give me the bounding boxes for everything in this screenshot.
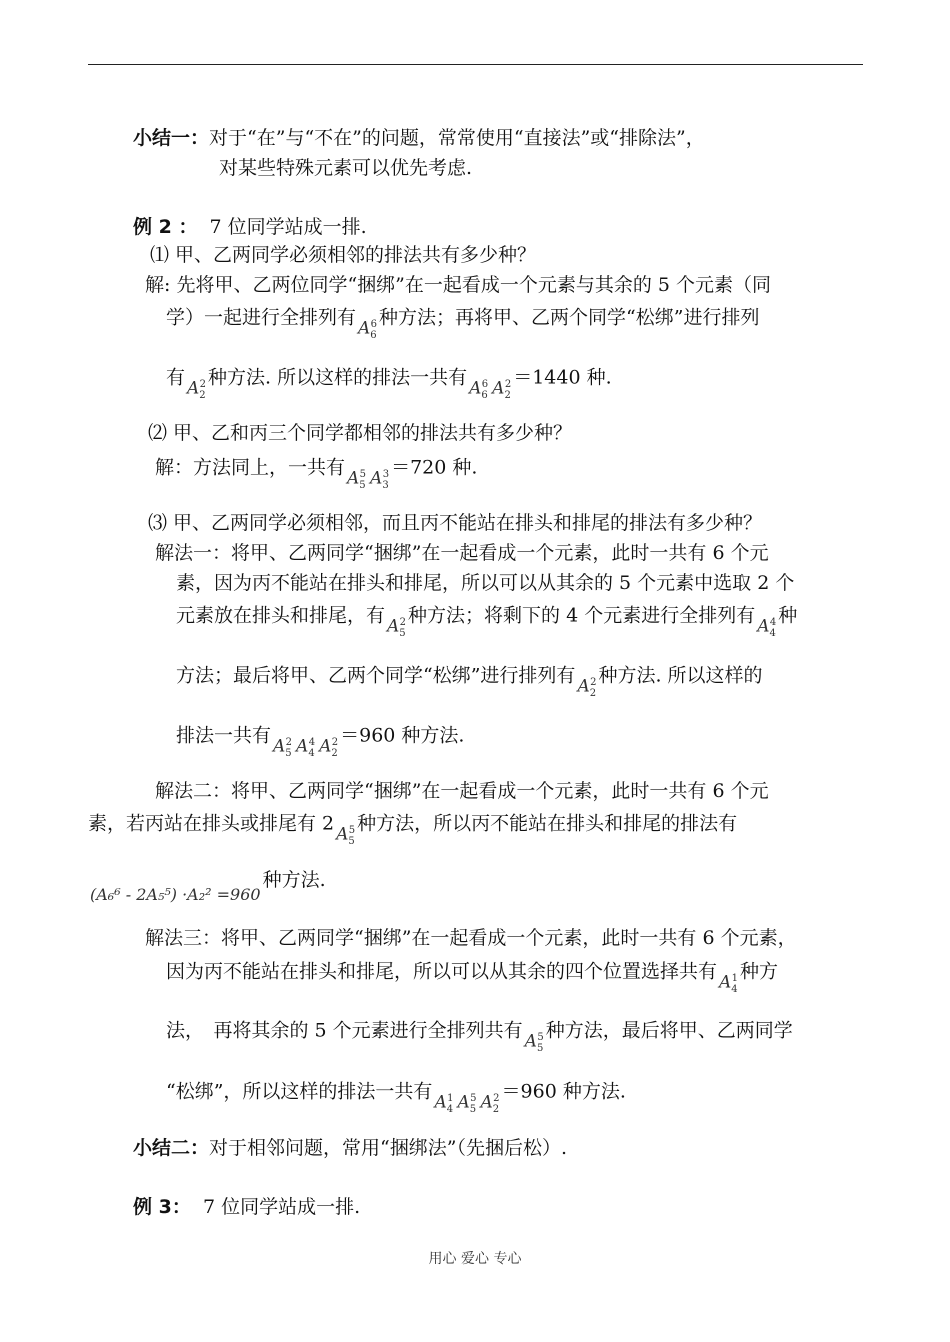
ex2-question3: ⑶ 甲、乙两同学必须相邻，而且丙不能站在排头和排尾的排法有多少种？ [148, 512, 763, 534]
ex3-label: 例 3： [133, 1196, 191, 1218]
method3-line4: “松绑”，所以这样的排法一共有 $A_4^1$ $A_5^5$ $A_2^2 =960$ 种方法. [166, 1077, 626, 1112]
perm-a66: $A_6^6$ [358, 318, 378, 342]
method3-line3: 法， 再将其余的 5 个元素进行全排列共有 $A_5^5$ 种方法，最后将甲、乙两同学 [166, 1016, 793, 1051]
perm-a22: $A_2^2$ [492, 378, 512, 402]
ex2-question2: ⑵ 甲、乙和丙三个同学都相邻的排法共有多少种？ [148, 422, 573, 444]
summary2-label: 小结二： [133, 1137, 210, 1159]
perm-a22: $A_2^2$ [319, 736, 339, 760]
summary2 [133, 1136, 567, 1160]
perm-a22: $A_2^2$ [187, 378, 207, 402]
ex2-heading [133, 215, 367, 239]
summary1-label: 小结一： [133, 127, 210, 149]
perm-a52: $A_5^2$ [273, 736, 293, 760]
perm-a52: $A_5^2$ [387, 616, 407, 640]
method3-line1: 解法三：将甲、乙两同学“捆绑”在一起看成一个元素，此时一共有 6 个元素， [145, 927, 797, 949]
ex2-solution1-line3: 有 $A_2^2$ 种方法. 所以这样的排法一共有 $A_6^6$ $A_2^2 =1440$ 种. [166, 363, 612, 398]
summary1-line1 [133, 126, 705, 150]
summary2-text: 对于相邻问题，常用“捆绑法”（先捆后松）. [209, 1137, 567, 1159]
perm-a44: $A_4^4$ [296, 736, 316, 760]
page-footer: 用心 爱心 专心 [428, 1251, 522, 1267]
ex2-intro: 7 位同学站成一排. [209, 216, 367, 238]
perm-a44: $A_4^4$ [757, 616, 777, 640]
ex3-heading [133, 1195, 360, 1219]
perm-a66: $A_6^6$ [469, 378, 489, 402]
ex3-intro: 7 位同学站成一排. [202, 1196, 361, 1218]
method1-line2: 素，因为丙不能站在排头和排尾，所以可以从其余的 5 个元素中选取 2 个 [176, 572, 795, 594]
method1-line4: 方法；最后将甲、乙两个同学“松绑”进行排列有 $A_2^2$ 种方法. 所以这样的 [176, 661, 763, 696]
method1-line3: 元素放在排头和排尾，有 $A_5^2$ 种方法；将剩下的 4 个元素进行全排列有 $A_4^4$ 种 [176, 601, 797, 636]
method1-line5: 排法一共有 $A_5^2$ $A_4^4$ $A_2^2 =960$ 种方法. [176, 721, 464, 756]
perm-a55: $A_5^5$ [457, 1092, 477, 1116]
summary1-text1: 对于“在”与“不在”的问题，常常使用“直接法”或“排除法”， [209, 127, 705, 149]
ex2-solution1-line1: 解: 先将甲、乙两位同学“捆绑”在一起看成一个元素与其余的 5 个元素（同 [145, 274, 772, 296]
ex2-question1: ⑴ 甲、乙两同学必须相邻的排法共有多少种？ [150, 244, 537, 266]
method3-line2: 因为丙不能站在排头和排尾，所以可以从其余的四个位置选择共有 $A_4^1$ 种方 [166, 957, 778, 992]
perm-a41: $A_4^1$ [719, 972, 739, 996]
method2-formula: (A₆⁶ - 2A₅⁵) ·A₂² =960 [90, 885, 261, 904]
method2-line1: 解法二：将甲、乙两同学“捆绑”在一起看成一个元素，此时一共有 6 个元 [155, 780, 769, 802]
ex2-solution1-line2: 学）一起进行全排列有 $A_6^6$ 种方法；再将甲、乙两个同学“松绑”进行排列 [166, 303, 759, 338]
method2-line2: 素，若丙站在排头或排尾有 2 $A_5^5$ 种方法，所以丙不能站在排头和排尾的排法有 [88, 809, 737, 844]
method2-line3: (A₆⁶ - 2A₅⁵) ·A₂² =960种方法. [88, 872, 326, 897]
perm-a55: $A_5^5$ [336, 824, 356, 848]
perm-a55: $A_5^5$ [524, 1031, 544, 1055]
ex2-solution2: 解：方法同上，一共有 $A_5^5$ $A_3^3 =720$ 种. [155, 453, 477, 488]
header-rule [88, 64, 863, 65]
perm-a55: $A_5^5$ [347, 468, 367, 492]
perm-a22: $A_2^2$ [577, 676, 597, 700]
perm-a22: $A_2^2$ [480, 1092, 500, 1116]
summary1-line2: 对某些特殊元素可以优先考虑. [219, 157, 473, 179]
method1-line1: 解法一：将甲、乙两同学“捆绑”在一起看成一个元素，此时一共有 6 个元 [155, 542, 769, 564]
ex2-label: 例 2 ： [133, 216, 198, 238]
perm-a41: $A_4^1$ [434, 1092, 454, 1116]
perm-a33: $A_3^3$ [370, 468, 390, 492]
